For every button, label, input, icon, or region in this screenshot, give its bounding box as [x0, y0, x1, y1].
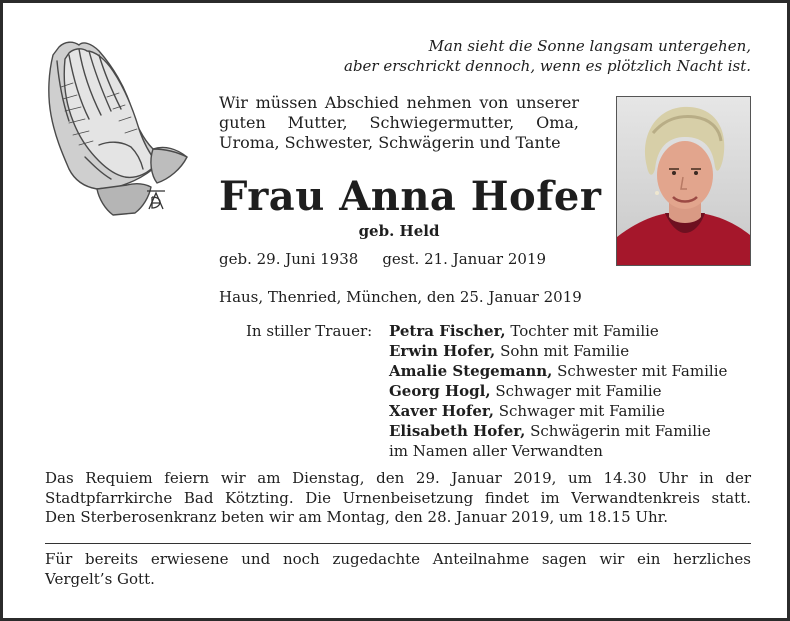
mourner-entry — [389, 361, 727, 381]
quote-line-2: aber erschrickt dennoch, wenn es plötzlich Nacht ist. — [344, 57, 751, 75]
mourner-name: Georg Hogl, — [389, 382, 491, 400]
intro-line-2: guten Mutter, Schwiegermutter, Oma, — [219, 113, 579, 132]
deceased-name: Frau Anna Hofer — [219, 173, 602, 220]
intro-line-3: Uroma, Schwester, Schwägerin und Tante — [219, 133, 561, 152]
quote — [303, 36, 751, 76]
divider — [45, 543, 751, 544]
mourner-name: Xaver Hofer, — [389, 402, 494, 420]
mourner-relation: Schwager mit Familie — [490, 382, 662, 400]
praying-hands-icon — [39, 37, 195, 221]
place-date: Haus, Thenried, München, den 25. Januar 2019 — [219, 288, 582, 306]
requiem-line-3: Den Sterberosenkranz beten wir am Montag, den 28. Januar 2019, um 18.15 Uhr. — [45, 508, 668, 526]
mourners-list — [389, 321, 727, 461]
mourner-entry — [389, 321, 727, 341]
mourner-entry — [389, 341, 727, 361]
mourner-entry — [389, 381, 727, 401]
intro-text — [219, 93, 579, 153]
mourner-relation: Schwager mit Familie — [493, 402, 665, 420]
thanks-line-1: Für bereits erwiesene und noch zugedachte Anteilnahme sagen wir ein herzliches — [45, 550, 751, 568]
portrait-photo — [616, 96, 751, 266]
mourning-label: In stiller Trauer: — [246, 322, 373, 340]
mourner-relation: Tochter mit Familie — [505, 322, 659, 340]
intro-line-1: Wir müssen Abschied nehmen von unserer — [219, 93, 579, 112]
requiem-line-1: Das Requiem feiern wir am Dienstag, den 29. Januar 2019, um 14.30 Uhr in der — [45, 469, 751, 487]
mourner-entry — [389, 421, 727, 441]
requiem-line-2: Stadtpfarrkirche Bad Kötzting. Die Urnenbeisetzung findet im Verwandtenkreis statt. — [45, 488, 751, 507]
mourner-name: Elisabeth Hofer, — [389, 422, 526, 440]
thanks-text — [45, 549, 751, 589]
mourner-relation: Sohn mit Familie — [495, 342, 630, 360]
quote-line-1: Man sieht die Sonne langsam untergehen, — [428, 37, 751, 55]
mourning-closing: im Namen aller Verwandten — [389, 442, 603, 460]
mourner-name: Amalie Stegemann, — [389, 362, 553, 380]
mourner-relation: Schwester mit Familie — [552, 362, 728, 380]
mourner-relation: Schwägerin mit Familie — [525, 422, 711, 440]
thanks-line-2: Vergelt’s Gott. — [45, 570, 155, 588]
birth-name: geb. Held — [358, 222, 440, 240]
mourner-name: Petra Fischer, — [389, 322, 506, 340]
death-date: gest. 21. Januar 2019 — [382, 250, 547, 268]
mourner-entry — [389, 401, 727, 421]
requiem-text — [45, 469, 751, 528]
life-dates — [219, 249, 546, 269]
birth-date: geb. 29. Juni 1938 — [219, 250, 359, 268]
mourner-name: Erwin Hofer, — [389, 342, 496, 360]
